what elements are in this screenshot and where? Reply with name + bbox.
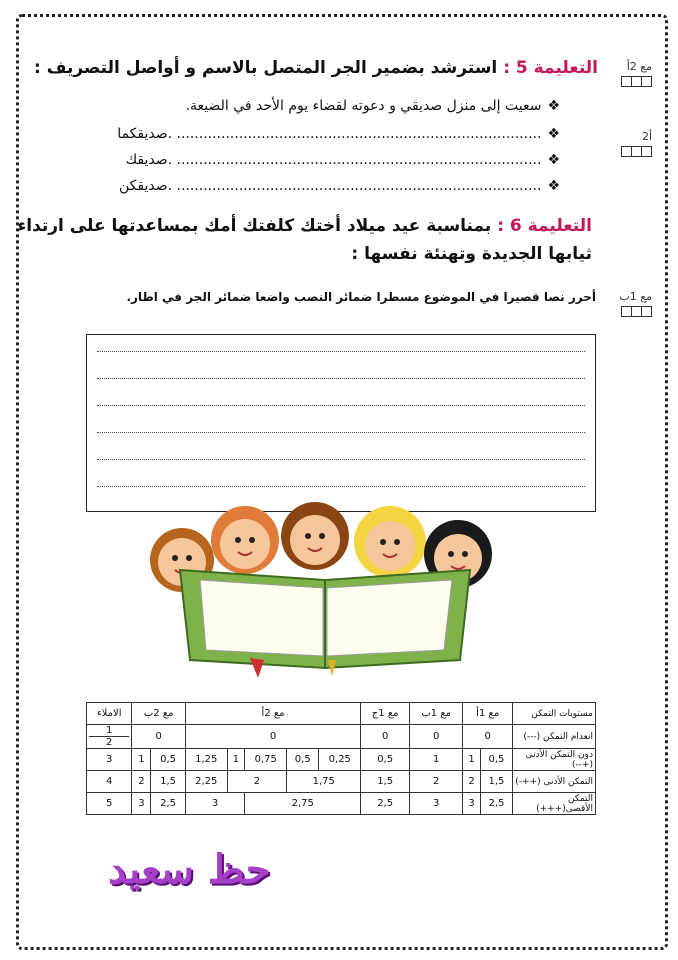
- writing-line[interactable]: [97, 378, 585, 379]
- table-cell: 0,5: [151, 749, 186, 771]
- writing-line[interactable]: [97, 351, 585, 352]
- table-cell: 2,75: [245, 793, 361, 815]
- table-cell: 1: [463, 749, 481, 771]
- table-cell: 2: [227, 771, 286, 793]
- task-number: التعليمة 6 :: [497, 216, 592, 236]
- score-boxes[interactable]: [610, 146, 652, 157]
- task6-title-line2: [351, 244, 592, 264]
- table-cell: 0,5: [361, 749, 410, 771]
- table-cell: 3: [463, 793, 481, 815]
- pronoun-word: صديقكن: [119, 178, 168, 194]
- table-row: [87, 749, 596, 771]
- task5-title: [34, 58, 598, 78]
- pronoun-word: صديقك: [125, 152, 168, 168]
- score-mark-1: [610, 60, 652, 87]
- task5-example: [186, 98, 560, 114]
- fill-dots[interactable]: .................................................................................. .: [167, 126, 542, 142]
- table-cell: 3: [132, 793, 151, 815]
- table-header: مع 2ب: [132, 703, 185, 725]
- fill-dots[interactable]: .................................................................................. .: [167, 152, 542, 168]
- table-cell: 3: [410, 793, 463, 815]
- table-cell: التمكن الأقصى(+++): [513, 793, 596, 815]
- table-header-row: [87, 703, 596, 725]
- task-text: ثيابها الجديدة وتهنئة نفسها :: [351, 244, 592, 264]
- table-cell: 1,5: [480, 771, 512, 793]
- task6-title: [18, 216, 592, 236]
- table-cell: 1 2: [87, 725, 132, 749]
- score-boxes[interactable]: [610, 76, 652, 87]
- table-cell: 0: [410, 725, 463, 749]
- table-header: مع 1أ: [463, 703, 513, 725]
- table-cell: 0: [132, 725, 185, 749]
- task-number: التعليمة 5 :: [503, 58, 598, 78]
- table-cell: 2: [132, 771, 151, 793]
- pronoun-word: صديقكما: [117, 126, 168, 142]
- table-cell: 4: [87, 771, 132, 793]
- bullet-icon: ❖: [547, 178, 560, 194]
- score-mark-2: [610, 130, 652, 157]
- table-cell: 0: [463, 725, 513, 749]
- writing-box[interactable]: [86, 334, 596, 512]
- table-cell: 1,25: [185, 749, 227, 771]
- table-header: مع 2أ: [185, 703, 360, 725]
- task5-line3: [126, 152, 560, 168]
- table-cell: 1,5: [361, 771, 410, 793]
- score-boxes[interactable]: [610, 306, 652, 317]
- table-cell: 2: [463, 771, 481, 793]
- table-cell: 2,25: [185, 771, 227, 793]
- table-cell: دون التمكن الأدنى (+--): [513, 749, 596, 771]
- table-header: مع 1ب: [410, 703, 463, 725]
- table-row: [87, 771, 596, 793]
- writing-line[interactable]: [97, 432, 585, 433]
- bullet-icon: ❖: [547, 152, 560, 168]
- table-cell: 1: [227, 749, 245, 771]
- table-cell: 2,5: [480, 793, 512, 815]
- task-text: استرشد بضمير الجر المتصل بالاسم و أواصل التصريف :: [33, 58, 498, 78]
- table-cell: 1,75: [287, 771, 361, 793]
- table-row: [87, 725, 596, 749]
- score-label: مع 1ب: [619, 290, 652, 303]
- table-cell: 1: [132, 749, 151, 771]
- table-cell: 5: [87, 793, 132, 815]
- table-cell: 0: [185, 725, 360, 749]
- table-cell: 0,5: [287, 749, 319, 771]
- bullet-icon: ❖: [547, 98, 560, 114]
- table-header: مستويات التمكن: [513, 703, 596, 725]
- table-cell: انعدام التمكن (---): [513, 725, 596, 749]
- kids-reading-illustration: [140, 500, 520, 680]
- table-cell: 0,5: [480, 749, 512, 771]
- table-cell: 2: [410, 771, 463, 793]
- table-cell: 1,5: [151, 771, 186, 793]
- fill-dots[interactable]: .................................................................................. .: [167, 178, 542, 194]
- task6-instruction: أحرر نصا قصيرا في الموضوع مسطرا ضمائر النصب واضعا ضمائر الجر في اطار.: [126, 290, 596, 304]
- table-cell: 0,25: [319, 749, 361, 771]
- score-mark-3: [610, 290, 652, 317]
- table-cell: 2,5: [151, 793, 186, 815]
- task5-line4: [119, 178, 560, 194]
- writing-line[interactable]: [97, 486, 585, 487]
- table-row: [87, 793, 596, 815]
- task5-line2: [117, 126, 560, 142]
- score-label: 2أ: [641, 130, 652, 143]
- task-text: بمناسبة عيد ميلاد أختك كلفتك أمك بمساعدتها على ارتداء: [17, 216, 492, 236]
- table-cell: 3: [87, 749, 132, 771]
- table-cell: 1: [410, 749, 463, 771]
- table-cell: 2,5: [361, 793, 410, 815]
- score-label: مع 2أ: [626, 60, 652, 73]
- example-sentence: سعيت إلى منزل صديقي و دعوته لقضاء يوم الأحد في الضيعة.: [185, 98, 542, 114]
- good-luck-signature: حظ سعيد: [108, 846, 271, 893]
- table-cell: 0,75: [245, 749, 287, 771]
- writing-line[interactable]: [97, 459, 585, 460]
- table-cell: 0: [361, 725, 410, 749]
- grading-table: [86, 702, 596, 815]
- writing-line[interactable]: [97, 405, 585, 406]
- table-header: مع 1ج: [361, 703, 410, 725]
- bullet-icon: ❖: [547, 126, 560, 142]
- table-header: الاملاء: [87, 703, 132, 725]
- table-cell: 3: [185, 793, 244, 815]
- table-cell: التمكن الأدنى (++-): [513, 771, 596, 793]
